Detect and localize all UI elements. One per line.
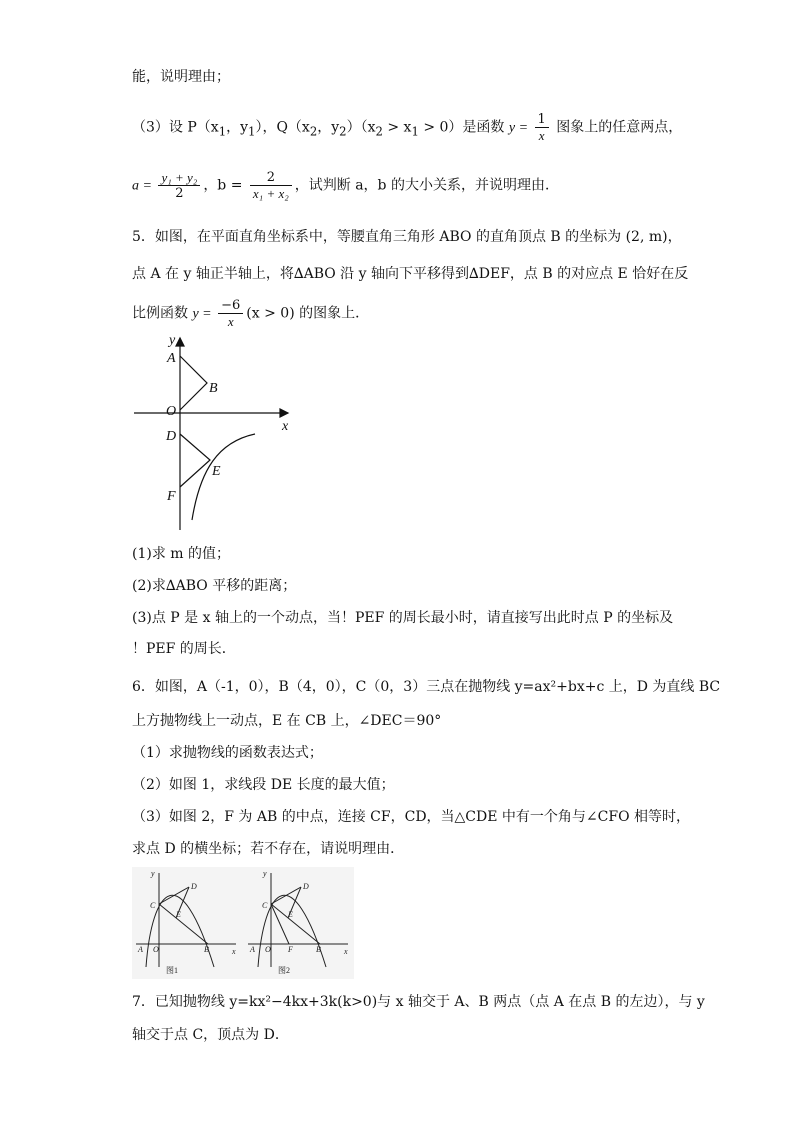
hyperbola-curve (192, 434, 255, 520)
q6-part3-line1: （3）如图 2，F 为 AB 的中点，连接 CF，CD，当△CDE 中有一个角与∠CFO 相等时， (132, 809, 690, 825)
math-text: y = (508, 120, 532, 136)
label-O: O (166, 404, 177, 419)
label-C: C (262, 901, 268, 910)
numerator: −6 (218, 298, 243, 314)
text: ，b = (203, 177, 247, 194)
subscript: 2 (339, 124, 347, 139)
q6-line1: 6．如图，A（-1，0），B（4，0），C（0，3）三点在抛物线 y=ax²+bx+c 上，D 为直线 BC (132, 679, 721, 695)
label-B: B (209, 381, 218, 396)
label-F: F (167, 489, 176, 504)
label-y: y (151, 869, 155, 878)
label-D: D (303, 882, 309, 891)
q5-line2: 点 A 在 y 轴正半轴上，将∆ABO 沿 y 轴向下平移得到∆DEF，点 B 的对应点 E 恰好在反 (132, 266, 689, 282)
math-text: y = (192, 306, 216, 322)
label-A: A (250, 945, 255, 954)
label-E: E (288, 910, 293, 919)
math-text: a = (132, 178, 156, 194)
text: 图象上的任意两点， (551, 119, 683, 136)
label-x: x (282, 419, 289, 434)
x-axis-arrow (280, 409, 288, 417)
q5-figure (130, 330, 300, 535)
figure-1-caption: 图1 (166, 966, 178, 975)
denominator: 2 (175, 186, 184, 201)
y-axis-arrow (176, 338, 184, 346)
figure-background (132, 867, 354, 979)
label-D: D (191, 882, 197, 891)
label-C: C (150, 901, 156, 910)
numerator: 2 (250, 170, 292, 186)
label-D: D (166, 429, 177, 444)
text: 比例函数 (132, 305, 193, 322)
text: （3）设 P（x (132, 119, 219, 136)
text: ，y (317, 119, 340, 136)
label-y: y (169, 333, 176, 348)
label-O: O (265, 945, 271, 954)
label-x: x (232, 947, 236, 956)
subscript: 1 (411, 124, 419, 139)
numerator: 1 (535, 112, 549, 128)
label-B: B (316, 945, 321, 954)
text: ）（x (346, 119, 376, 136)
fraction (218, 298, 243, 329)
denominator: x₁ + x₂ (252, 186, 289, 201)
denominator: x (538, 128, 545, 143)
text: ），Q（x (255, 119, 310, 136)
q6-part1: （1）求抛物线的函数表达式； (132, 745, 323, 761)
triangle-abo (180, 356, 207, 410)
q6-part2: （2）如图 1，求线段 DE 长度的最大值； (132, 777, 395, 793)
denominator: x (227, 314, 234, 329)
fraction (158, 170, 200, 201)
q7-line2: 轴交于点 C，顶点为 D． (132, 1027, 289, 1043)
q4-part3-line1 (132, 112, 682, 143)
label-E: E (176, 910, 181, 919)
subscript: 2 (309, 124, 318, 139)
fraction (535, 112, 549, 143)
text: (x > 0) 的图象上． (246, 305, 370, 322)
fraction (250, 170, 292, 201)
q5-part3-line2: ！PEF 的周长． (132, 641, 236, 657)
text: > 0）是函数 (418, 119, 509, 136)
q4-part3-line2 (132, 170, 559, 201)
text: ，试判断 a，b 的大小关系，并说明理由． (294, 177, 559, 194)
label-E: E (212, 464, 221, 479)
subscript: 2 (375, 124, 383, 139)
q6-figures (132, 867, 354, 979)
label-x: x (344, 947, 348, 956)
label-A: A (167, 351, 176, 366)
label-O: O (153, 945, 159, 954)
text: ，y (226, 119, 249, 136)
label-F: F (288, 945, 293, 954)
q6-part3-line2: 求点 D 的横坐标；若不存在，请说明理由． (132, 841, 405, 857)
q6-line2: 上方抛物线上一动点，E 在 CB 上，∠DEC＝90° (132, 713, 442, 729)
q7-line1: 7．已知抛物线 y=kx²−4kx+3k(k>0)与 x 轴交于 A、B 两点（点 A 在点 B 的左边），与 y (132, 994, 705, 1010)
q5-part1: (1)求 m 的值； (132, 546, 231, 562)
line-continuation: 能，说明理由； (132, 69, 230, 85)
q5-line1: 5．如图，在平面直角坐标系中，等腰直角三角形 ABO 的直角顶点 B 的坐标为 (2, m)， (132, 229, 682, 245)
subscript: 1 (218, 124, 227, 139)
numerator: y₁ + y₂ (158, 170, 200, 186)
q5-part3-line1: (3)点 P 是 x 轴上的一个动点，当！PEF 的周长最小时，请直接写出此时点 P 的坐标及 (132, 610, 674, 626)
label-A: A (138, 945, 143, 954)
q5-line3 (132, 298, 369, 329)
subscript: 1 (248, 124, 256, 139)
q5-part2: (2)求∆ABO 平移的距离； (132, 578, 297, 594)
figure-2-caption: 图2 (278, 966, 290, 975)
label-y: y (263, 869, 267, 878)
label-B: B (204, 945, 209, 954)
triangle-def (180, 434, 210, 487)
text: > x (382, 119, 412, 136)
